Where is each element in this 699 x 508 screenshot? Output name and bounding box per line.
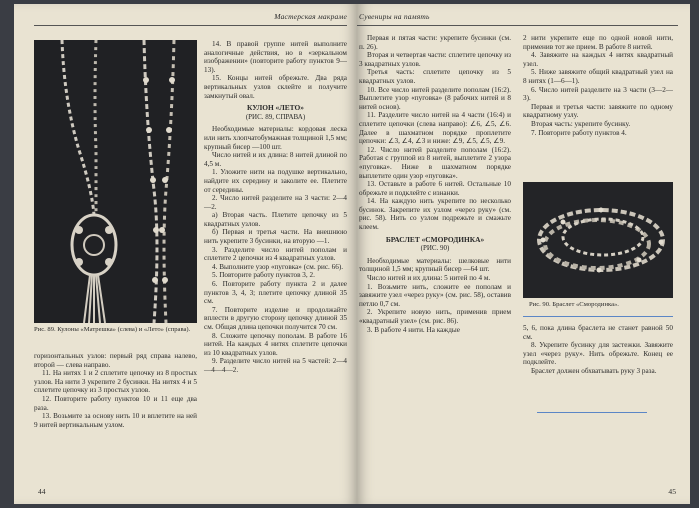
left-column-1-bottom (34, 352, 197, 429)
paragraph: 14. В правой группе нитей выполните аналогичные действия, но в «зеркальном изображении» (повторите работу пунктов 9—13). (204, 40, 347, 74)
right-running-head: Сувениры на память (359, 12, 430, 21)
paragraph: 2. Число нитей разделите на 3 части: 2—4—2. (204, 194, 347, 211)
paragraph: 2. Укрепите новую нить, применив прием «квадратный узел» (см. рис. 86). (359, 308, 511, 325)
section-title-smorodinka: БРАСЛЕТ «СМОРОДИНКА» (385, 234, 485, 244)
paragraph: горизонтальных узлов: первый ряд справа налево, второй — слева направо. (34, 352, 197, 369)
paragraph: Первая и третья части: завяжите по одному квадратному узлу. (523, 102, 673, 120)
paragraph: 4. Завяжите на каждых 4 нитях квадратный узел. (523, 51, 673, 68)
section-subtitle-smorodinka: (РИС. 90) (420, 244, 450, 253)
blue-marker-line-2 (537, 412, 647, 413)
paragraph: Необходимые материалы: шелковые нити толщиной 1,5 мм; крупный бисер —64 шт. (359, 256, 511, 274)
paragraph: 7. Повторите работу пунктов 4. (531, 128, 627, 137)
bracelet-image (523, 182, 673, 298)
paragraph: 8. Укрепите бусинку для застежки. Завяжите узел «через руку». Нить обрежьте. Конец ее подклейте. (523, 341, 673, 367)
right-column-2-bottom (523, 324, 673, 376)
paragraph: 1. Уложите нити на подушке вертикально, найдите их середину и заколите ее. Плетите от середины. (204, 168, 347, 194)
paragraph: 6. Число нитей разделите на 3 части (3—2—3). (523, 85, 673, 103)
paragraph: 5. Ниже завяжите общий квадратный узел на 8 нитях (1—6—1). (523, 68, 673, 85)
blue-marker-line (523, 316, 673, 317)
paragraph: 4. Выполните узор «пуговка» (см. рис. 66). (212, 262, 344, 271)
right-page (357, 4, 690, 504)
section-title-leto: КУЛОН «ЛЕТО» (247, 103, 304, 113)
paragraph: б) Первая и третья части. На внешнюю нить укрепите 3 бусинки, на вторую —1. (204, 228, 347, 246)
paragraph: Необходимые материалы: кордовая леска или нить хлопчатобумажная толщиной 1,5 мм; крупный бисер —100 шт. (204, 125, 348, 151)
figure-90-caption: Рис. 90. Браслет «Смородинка». (529, 301, 619, 308)
paragraph: Браслет должен обхватывать руку 3 раза. (531, 366, 657, 375)
paragraph: 11. Разделите число нитей на 4 части (16:4) и сплетите цепочки (слева направо): ∠6, ∠5, ∠6. Далее в шахматном порядке проплетите цепочки: ∠3, ∠4, ∠3 и ниже: ∠9, ∠5, ∠5, ∠9. (359, 111, 511, 146)
paragraph: 11. На нитях 1 и 2 сплетите цепочку из 8 простых узлов. На нити 3 укрепите 2 бусинки. На нитях 4 и 5 сплетите цепочку из 3 простых узлов. (34, 369, 197, 395)
paragraph: 3. В работе 4 нити. На каждые (367, 325, 460, 334)
right-head-rule (357, 25, 678, 26)
paragraph: Первая и пятая части: укрепите бусинки (см. п. 26). (359, 34, 511, 51)
paragraph: 13. Оставьте в работе 6 нитей. Остальные 10 обрежьте и подклейте с изнанки. (359, 180, 511, 197)
paragraph: Вторая часть: укрепите бусинку. (531, 119, 631, 128)
paragraph: 5, 6, пока длина браслета не станет равной 50 см. (523, 324, 673, 341)
paragraph: а) Вторая часть. Плетите цепочку из 5 квадратных узлов. (204, 211, 347, 228)
paragraph: 1. Возьмите нить, сложите ее пополам и завяжите узел «через руку» (см. рис. 58), оставив петлю 0,7 см. (359, 282, 511, 308)
figure-90-photo (523, 182, 673, 298)
figure-89-caption: Рис. 89. Кулоны «Матрешка» (слева) и «Лето» (справа). (34, 326, 191, 333)
figure-89-photo (34, 40, 197, 323)
right-page-number: 45 (668, 487, 676, 496)
left-page (14, 4, 357, 504)
paragraph: Число нитей и их длина: 5 нитей по 4 м. (367, 274, 491, 283)
left-running-head: Мастерская макраме (274, 12, 347, 21)
paragraph: Третья часть: сплетите цепочку из 5 квадратных узлов. (359, 68, 511, 85)
paragraph: 12. Повторите работу пунктов 10 и 11 еще два раза. (34, 394, 197, 412)
right-column-2-top (523, 34, 673, 137)
paragraph: 8. Сложите цепочку пополам. В работе 16 нитей. На каждых 4 нитях сплетите цепочки из 10 квадратных узлов. (204, 331, 347, 357)
paragraph: 3. Разделите число нитей пополам и сплетите 2 цепочки из 4 квадратных узлов. (204, 245, 347, 263)
paragraph: 12. Число нитей разделите пополам (16:2). Работая с группой из 8 нитей, выплетите 2 узора «пуговка». Ниже в шахматном порядке выплетите один узор «пуговка». (359, 145, 511, 180)
paragraph: Число нитей и их длина: 8 нитей длиной по 4,5 м. (204, 151, 347, 168)
paragraph: 5. Повторите работу пунктов 3, 2. (212, 271, 315, 280)
paragraph: 6. Повторите работу пункта 2 и далее пунктов 3, 4, 3; плетите цепочку длиной 35 см. (204, 280, 347, 306)
left-page-number: 44 (38, 487, 46, 496)
paragraph: 7. Повторите изделие и продолжайте вплести в другую сторону цепочку длиной 35 см. Общая длина цепочки получится 70 см. (204, 305, 347, 331)
paragraph: 15. Концы нитей обрежьте. Два ряда вертикальных узлов склейте и получите замкнутый овал. (204, 74, 347, 100)
paragraph: 14. На каждую нить укрепите по несколько бусинок. Закрепите их узлом «через руку» (см. рис. 58). Нить со узлом подрежьте и смажьте клеем. (359, 197, 511, 232)
right-column-1 (359, 34, 511, 334)
left-head-rule (34, 25, 347, 26)
paragraph: 10. Все число нитей разделите пополам (16:2). Выплетите узор «пуговка» (8 рабочих нитей и 8 нитей основ). (359, 85, 511, 111)
section-subtitle-leto: (РИС. 89, СПРАВА) (245, 112, 306, 121)
paragraph: 9. Разделите число нитей на 5 частей: 2—4—4—4—2. (204, 357, 347, 374)
left-column-2 (204, 40, 347, 375)
paragraph: Вторая и четвертая части: сплетите цепочку из 3 квадратных узлов. (359, 51, 511, 68)
paragraph: 13. Возьмите за основу нить 10 и вплетите на ней 9 нитей вертикальным узлом. (34, 412, 197, 429)
paragraph: 2 нити укрепите еще по одной новой нити, применив тот же прием. В работе 8 нитей. (523, 34, 673, 51)
macrame-pendants-image (34, 40, 197, 323)
